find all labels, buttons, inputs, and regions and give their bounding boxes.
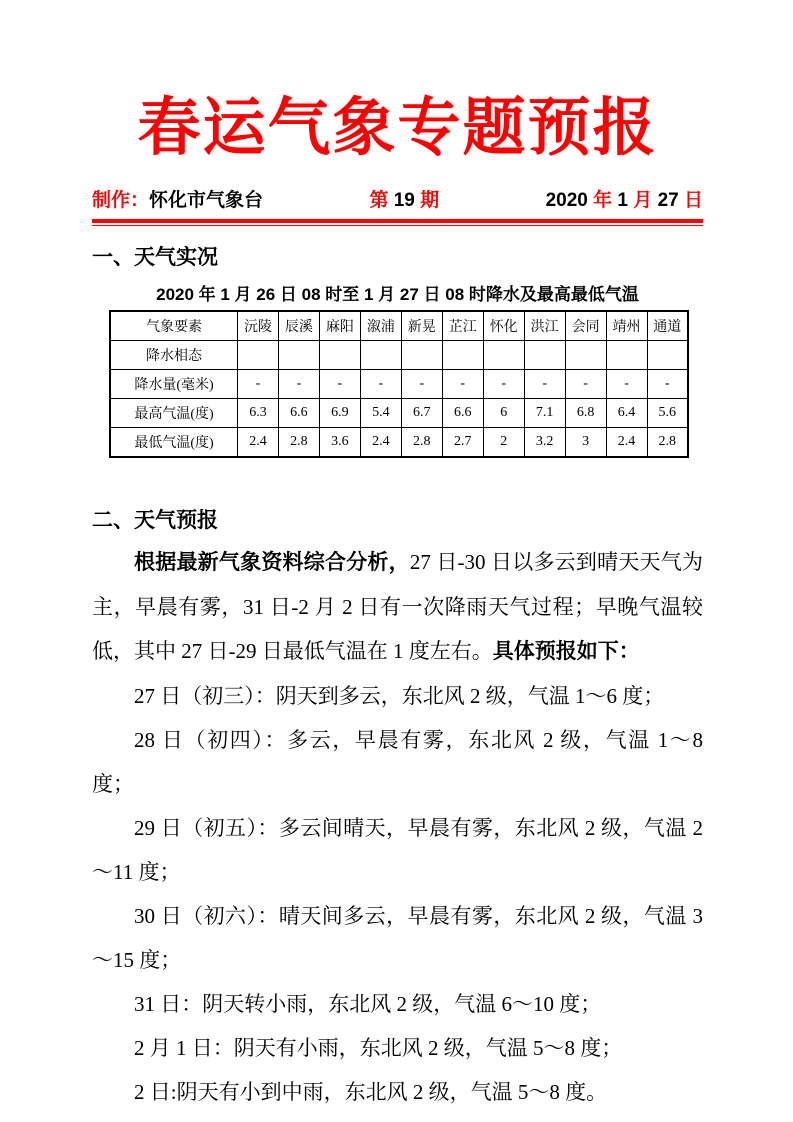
column-header: 靖州 [606, 311, 647, 341]
table-cell: 6.6 [278, 399, 319, 428]
table-cell: - [360, 370, 401, 399]
table-cell [319, 341, 360, 370]
table-cell: 2.7 [442, 428, 483, 458]
column-header: 溆浦 [360, 311, 401, 341]
table-cell [442, 341, 483, 370]
table-cell [524, 341, 565, 370]
table-cell: 5.4 [360, 399, 401, 428]
column-header: 怀化 [483, 311, 524, 341]
table-header-row [110, 311, 688, 341]
table-row [110, 370, 688, 399]
table-cell: - [319, 370, 360, 399]
date-day-unit: 日 [678, 190, 703, 212]
weather-observation-table [109, 310, 689, 458]
date-month: 1 [617, 190, 628, 212]
forecast-line: 30 日（初六）：晴天间多云，早晨有雾，东北风 2 级，气温 3～15 度； [92, 904, 703, 973]
row-label: 最低气温(度) [110, 428, 238, 458]
table-cell: 6 [483, 399, 524, 428]
intro-bold-lead: 根据最新气象资料综合分析， [134, 551, 410, 575]
column-header: 沅陵 [238, 311, 279, 341]
column-header: 麻阳 [319, 311, 360, 341]
table-row [110, 399, 688, 428]
column-header: 辰溪 [278, 311, 319, 341]
table-cell: 6.7 [401, 399, 442, 428]
table-cell: 7.1 [524, 399, 565, 428]
row-label: 降水相态 [110, 341, 238, 370]
table-cell: 2.4 [606, 428, 647, 458]
table-cell [647, 341, 688, 370]
intro-body-text: 27 日-30 日以多云到晴天天气为主，早晨有雾，31 日-2 月 2 日有一次降雨天气过程；早晚气温较低，其中 27 日-29 日最低气温在 1 度左右。 [92, 550, 703, 664]
row-label: 降水量(毫米) [110, 370, 238, 399]
section2-heading: 二、天气预报 [92, 509, 218, 533]
issue-prefix: 第 [369, 190, 394, 212]
table-cell: 2 [483, 428, 524, 458]
table-cell: 2.4 [360, 428, 401, 458]
page-title: 春运气象专题预报 [137, 93, 658, 163]
producer-label: 制作： [92, 190, 150, 212]
column-header: 气象要素 [110, 311, 238, 341]
table-cell: - [606, 370, 647, 399]
table-cell: 3 [565, 428, 606, 458]
producer-value: 怀化市气象台 [149, 190, 264, 212]
intro-bold-tail: 具体预报如下： [492, 640, 640, 664]
table-cell: 2.8 [401, 428, 442, 458]
table-cell [278, 341, 319, 370]
date-day: 27 [657, 190, 679, 212]
table-cell: - [401, 370, 442, 399]
issue-suffix: 期 [414, 190, 440, 212]
producer-info [92, 185, 263, 212]
table-cell: 6.3 [238, 399, 279, 428]
date-year: 2020 [545, 190, 588, 212]
column-header: 会同 [565, 311, 606, 341]
table-cell: 6.4 [606, 399, 647, 428]
date-year-unit: 年 [587, 190, 618, 212]
table-cell: - [238, 370, 279, 399]
column-header: 新晃 [401, 311, 442, 341]
producer-row [92, 185, 703, 212]
forecast-line: 29 日（初五）：多云间晴天，早晨有雾，东北风 2 级，气温 2～11 度； [92, 816, 703, 885]
table-row [110, 341, 688, 370]
table-cell: - [442, 370, 483, 399]
issue-number [369, 185, 439, 212]
table-cell [360, 341, 401, 370]
table-cell: - [524, 370, 565, 399]
table-cell: 2.8 [278, 428, 319, 458]
forecast-line: 28 日（初四）：多云，早晨有雾，东北风 2 级，气温 1～8 度； [92, 728, 703, 797]
issue-number-value: 19 [393, 190, 415, 212]
issue-date [546, 185, 703, 212]
section1-heading: 一、天气实况 [92, 246, 218, 270]
table-cell: 3.6 [319, 428, 360, 458]
column-header: 通道 [647, 311, 688, 341]
column-header: 洪江 [524, 311, 565, 341]
row-label: 最高气温(度) [110, 399, 238, 428]
page-content [0, 86, 793, 1114]
table-cell: 2.8 [647, 428, 688, 458]
date-month-unit: 月 [628, 190, 658, 212]
column-header: 芷江 [442, 311, 483, 341]
forecast-intro-paragraph [92, 540, 703, 674]
table-cell [606, 341, 647, 370]
table-cell: - [483, 370, 524, 399]
forecast-line: 2 日:阴天有小到中雨，东北风 2 级，气温 5～8 度。 [134, 1080, 608, 1105]
forecast-line: 2 月 1 日：阴天有小雨，东北风 2 级，气温 5～8 度； [134, 1036, 623, 1061]
table-cell [238, 341, 279, 370]
table-cell: 5.6 [647, 399, 688, 428]
forecast-line: 31 日：阴天转小雨，东北风 2 级，气温 6～10 度； [134, 992, 602, 1017]
table-row [110, 428, 688, 458]
table-cell: 6.6 [442, 399, 483, 428]
table-cell: 3.2 [524, 428, 565, 458]
red-header-rule [92, 219, 703, 226]
forecast-line: 27 日（初三）：阴天到多云，东北风 2 级，气温 1～6 度； [134, 684, 665, 709]
table-cell [401, 341, 442, 370]
table-cell: - [565, 370, 606, 399]
table-cell: 6.8 [565, 399, 606, 428]
table-cell: - [278, 370, 319, 399]
table-cell: 2.4 [238, 428, 279, 458]
table-title: 2020 年 1 月 26 日 08 时至 1 月 27 日 08 时降水及最高最低气温 [156, 285, 639, 305]
table-cell: 6.9 [319, 399, 360, 428]
table-cell [565, 341, 606, 370]
table-cell: - [647, 370, 688, 399]
section2 [92, 504, 703, 1114]
table-cell [483, 341, 524, 370]
